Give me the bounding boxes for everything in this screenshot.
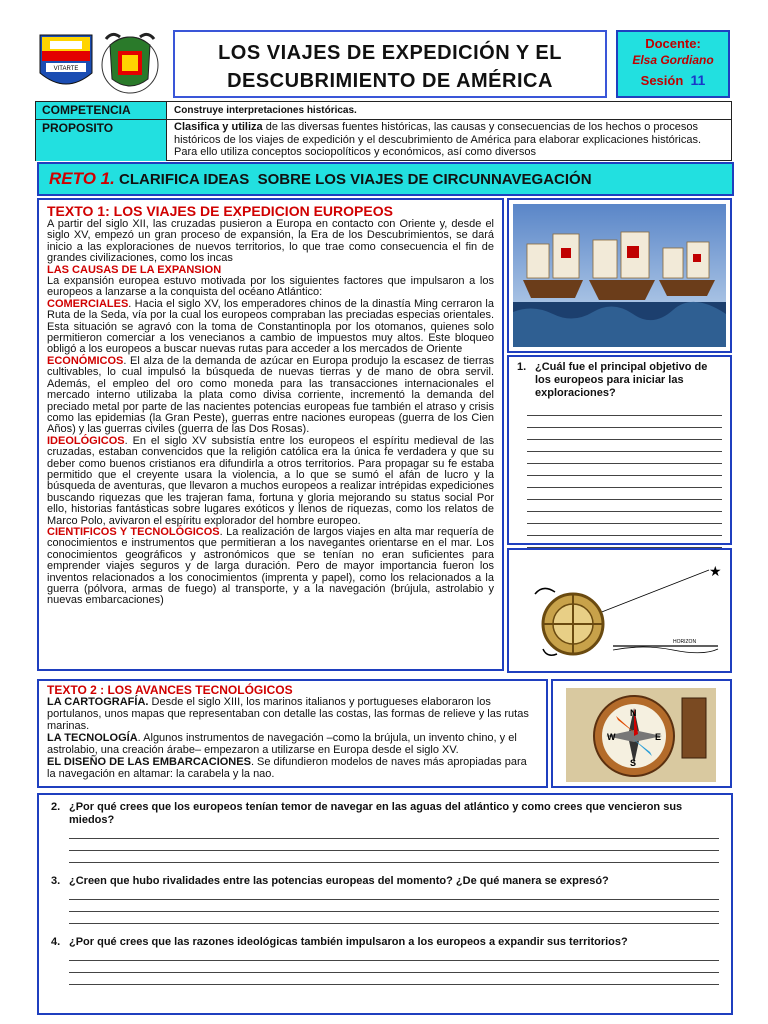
causes-text: La expansión europea estuvo motivada por los siguientes factores que impulsaron a los europeos a lanzarse a la conquista del océano Atlántico:: [47, 275, 494, 299]
text-2-title: TEXTO 2 : LOS AVANCES TECNOLÓGICOS: [47, 683, 293, 697]
text-1-intro: A partir del siglo XII, las cruzadas pusieron a Europa en contacto con Oriente y, desde el siglo XV, empezó un gran proceso de expansión, la Era de los Descubrimientos, se dará inicio a las exploraciones de nuevos territorios, lo que trae como consecuencia el fin de grandes civilizaciones, como los incas: [47, 218, 494, 265]
question-1-box: [507, 355, 732, 545]
cartography-text: Desde el siglo XIII, los marinos italianos y portugueses elaboraron los portulanos, unos mapas que representaban con detalle las costas, las formas de relieve y las rutas marinas.: [47, 696, 529, 732]
competence-table: [35, 101, 732, 161]
svg-text:VITARTE: VITARTE: [53, 66, 79, 72]
challenge-text: CLARIFICA IDEAS SOBRE LOS VIAJES DE CIRCUNNAVEGACIÓN: [114, 171, 592, 188]
competencia-label: COMPETENCIA: [36, 102, 167, 119]
proposito-row: [36, 120, 731, 161]
ideological-paragraph: [47, 436, 494, 527]
teacher-name: Elsa Gordiano: [632, 53, 714, 67]
question-4-text: ¿Por qué crees que las razones ideológicas también impulsaron a los europeos a expandir sus territorios?: [69, 936, 628, 948]
session-number: 11: [690, 72, 706, 88]
compass-image-box: [551, 679, 732, 788]
question-3-answer-lines[interactable]: [69, 888, 719, 924]
caravel-ships-image: [513, 204, 726, 347]
teacher-box: [616, 30, 730, 98]
commercial-text: . Hacia el siglo XV, los emperadores chinos de la dinastía Ming cerraron la Ruta de la Seda, vía por la cual los europeos compraban las preciadas especias orientales. Esta situación se agravó con la toma de Constantinopla por los otomanos, quienes solo permitieron comerciar a los venecianos a cambio de impuestos muy altos. Este bloqueo obligó a los europeos a buscar nuevas rutas para acceder a los mercados de Oriente: [47, 297, 494, 356]
question-1-number: 1.: [517, 361, 527, 373]
compass-image: [556, 684, 729, 785]
question-2-answer-lines[interactable]: [69, 827, 719, 863]
star-icon: ★: [709, 563, 722, 579]
technology-text: . Algunos instrumentos de navegación –como la brújula, un invento chino, y el astrolabio, una creación árabe– empezaron a utilizarse en Europa desde el siglo XV.: [47, 732, 517, 756]
ideological-label: IDEOLÓGICOS: [47, 434, 125, 447]
commercial-label: COMERCIALES: [47, 297, 129, 310]
ideological-text: . En el siglo XV subsistía entre los europeos el espíritu medieval de las cruzadas, estaban convencidos que la religión católica era la única fe verdadera y que su deber como buenos cristianos era difundirla a otros territorios. Para propagar su fe estaba permitido que el creyente usara la violencia, a lo que se sumó el afán de lucro y la búsqueda de aventuras, que llevaron a muchos europeos a realizar intrépidas expediciones buscando riquezas que les trajeran fama, fortuna y gloria mejorando su status social Por ello, historias fantásticas sobre lugares exóticos y llenos de riquezas, como los relatos de Marco Polo, avivaron el espíritu explorador del hombre europeo.: [47, 434, 495, 527]
teacher-label: Docente:: [645, 36, 701, 51]
south-letter-icon: S: [630, 758, 637, 768]
question-3-number: 3.: [51, 875, 61, 887]
question-3-text: ¿Creen que hubo rivalidades entre las potencias europeas del momento? ¿De qué manera se expresó?: [69, 875, 609, 887]
east-letter-icon: E: [655, 732, 662, 742]
economic-text: . El alza de la demanda de azúcar en Europa produjo la escasez de tierras cultivables, lo cual impulsó la búsqueda de nuevas tierras y de mano de obra servil. Además, el empleo del oro como moneda para las transacciones internacionales el mercado interno utilizaba la plata como divisa corriente, incrementó la demanda del preciado metal por parte de las nacientes potencias europeas fue también el atraso y crisis como las epidemias (la Gran Peste), guerras entre naciones europeas (guerra de los Cien Años) y las guerras civiles (guerra de las Dos Rosas).: [47, 354, 494, 436]
economic-label: ECONÓMICOS: [47, 354, 124, 367]
technology-label: LA TECNOLOGÍA: [47, 732, 138, 744]
title-line-1: LOS VIAJES DE EXPEDICIÓN Y EL: [218, 42, 562, 64]
ship-design-label: EL DISEÑO DE LAS EMBARCACIONES: [47, 756, 251, 768]
scientific-text: . La realización de largos viajes en alta mar requería de conocimientos e instrumentos que permitieran a los navegantes orientarse en el mar. Los conocimientos geográficos y astronómicos que se tenían no eran suficientes para emprender viajes seguros y de larga duración. Pero de mayor importancia fueron los inventos relacionados a los conocimientos (imprenta y papel), como los relacionados a la guerra (pólvora, armas de fuego) al transporte, y a la navegación (brújula, astrolabio y nuevas embarcaciones): [47, 525, 494, 607]
text-2-section: [37, 679, 548, 788]
text-1-title: TEXTO 1: LOS VIAJES DE EXPEDICION EUROPEOS: [47, 203, 393, 219]
question-3: [51, 875, 719, 924]
technology-paragraph: [47, 732, 538, 756]
cartography-label: LA CARTOGRAFÍA.: [47, 696, 149, 708]
ship-design-paragraph: [47, 756, 538, 780]
question-2-text: ¿Por qué crees que los europeos tenían temor de navegar en las aguas del atlántico y como crees que vencieron sus miedos?: [69, 801, 683, 826]
school-crest-icon: [36, 29, 164, 97]
economic-paragraph: [47, 356, 494, 436]
competencia-value: Construye interpretaciones históricas.: [174, 105, 357, 116]
session-text: Sesión: [640, 73, 684, 88]
question-1-text: ¿Cuál fue el principal objetivo de los europeos para iniciar las exploraciones?: [535, 361, 708, 399]
question-4-answer-lines[interactable]: [69, 949, 719, 985]
challenge-label: RETO 1.: [49, 169, 115, 188]
ships-image-box: [507, 198, 732, 353]
proposito-value: [168, 120, 731, 161]
text-1-section: [37, 198, 504, 671]
ship-design-text: . Se difundieron modelos de naves más apropiadas para la navegación en altamar: la carabela y la nao.: [47, 756, 527, 780]
proposito-text: de las diversas fuentes históricas, las causas y consecuencias de los hechos o procesos históricos de los viajes de expedición y el descubrimiento de América para elaborar explicaciones históricas. Para ello utiliza conceptos sociopolíticos y económicos, así como diversos: [174, 121, 702, 158]
west-letter-icon: W: [607, 732, 616, 742]
title-line-2: DESCUBRIMIENTO DE AMÉRICA: [227, 70, 553, 92]
proposito-label: PROPOSITO: [36, 120, 167, 161]
scientific-label: CIENTIFICOS Y TECNOLÓGICOS: [47, 525, 220, 538]
horizon-label: HORIZON: [673, 639, 697, 645]
question-2-number: 2.: [51, 801, 61, 813]
competencia-row: [36, 102, 731, 120]
scientific-paragraph: [47, 527, 494, 607]
question-1: [517, 361, 722, 400]
school-logos: [36, 29, 164, 97]
questions-section: [37, 793, 733, 1015]
question-1-answer-lines[interactable]: [527, 404, 722, 548]
astrolabe-image: [513, 554, 726, 667]
session-label: [618, 69, 728, 92]
north-letter-icon: N: [630, 708, 637, 718]
challenge-banner: [37, 162, 734, 196]
question-4: [51, 936, 719, 985]
proposito-bold: Clasifica y utiliza: [174, 121, 263, 133]
causes-title: LAS CAUSAS DE LA EXPANSION: [47, 263, 222, 276]
question-2: [51, 801, 719, 863]
cartography-paragraph: [47, 696, 538, 732]
commercial-paragraph: [47, 299, 494, 356]
astrolabe-image-box: [507, 548, 732, 673]
page-title: [173, 30, 607, 98]
question-4-number: 4.: [51, 936, 61, 948]
